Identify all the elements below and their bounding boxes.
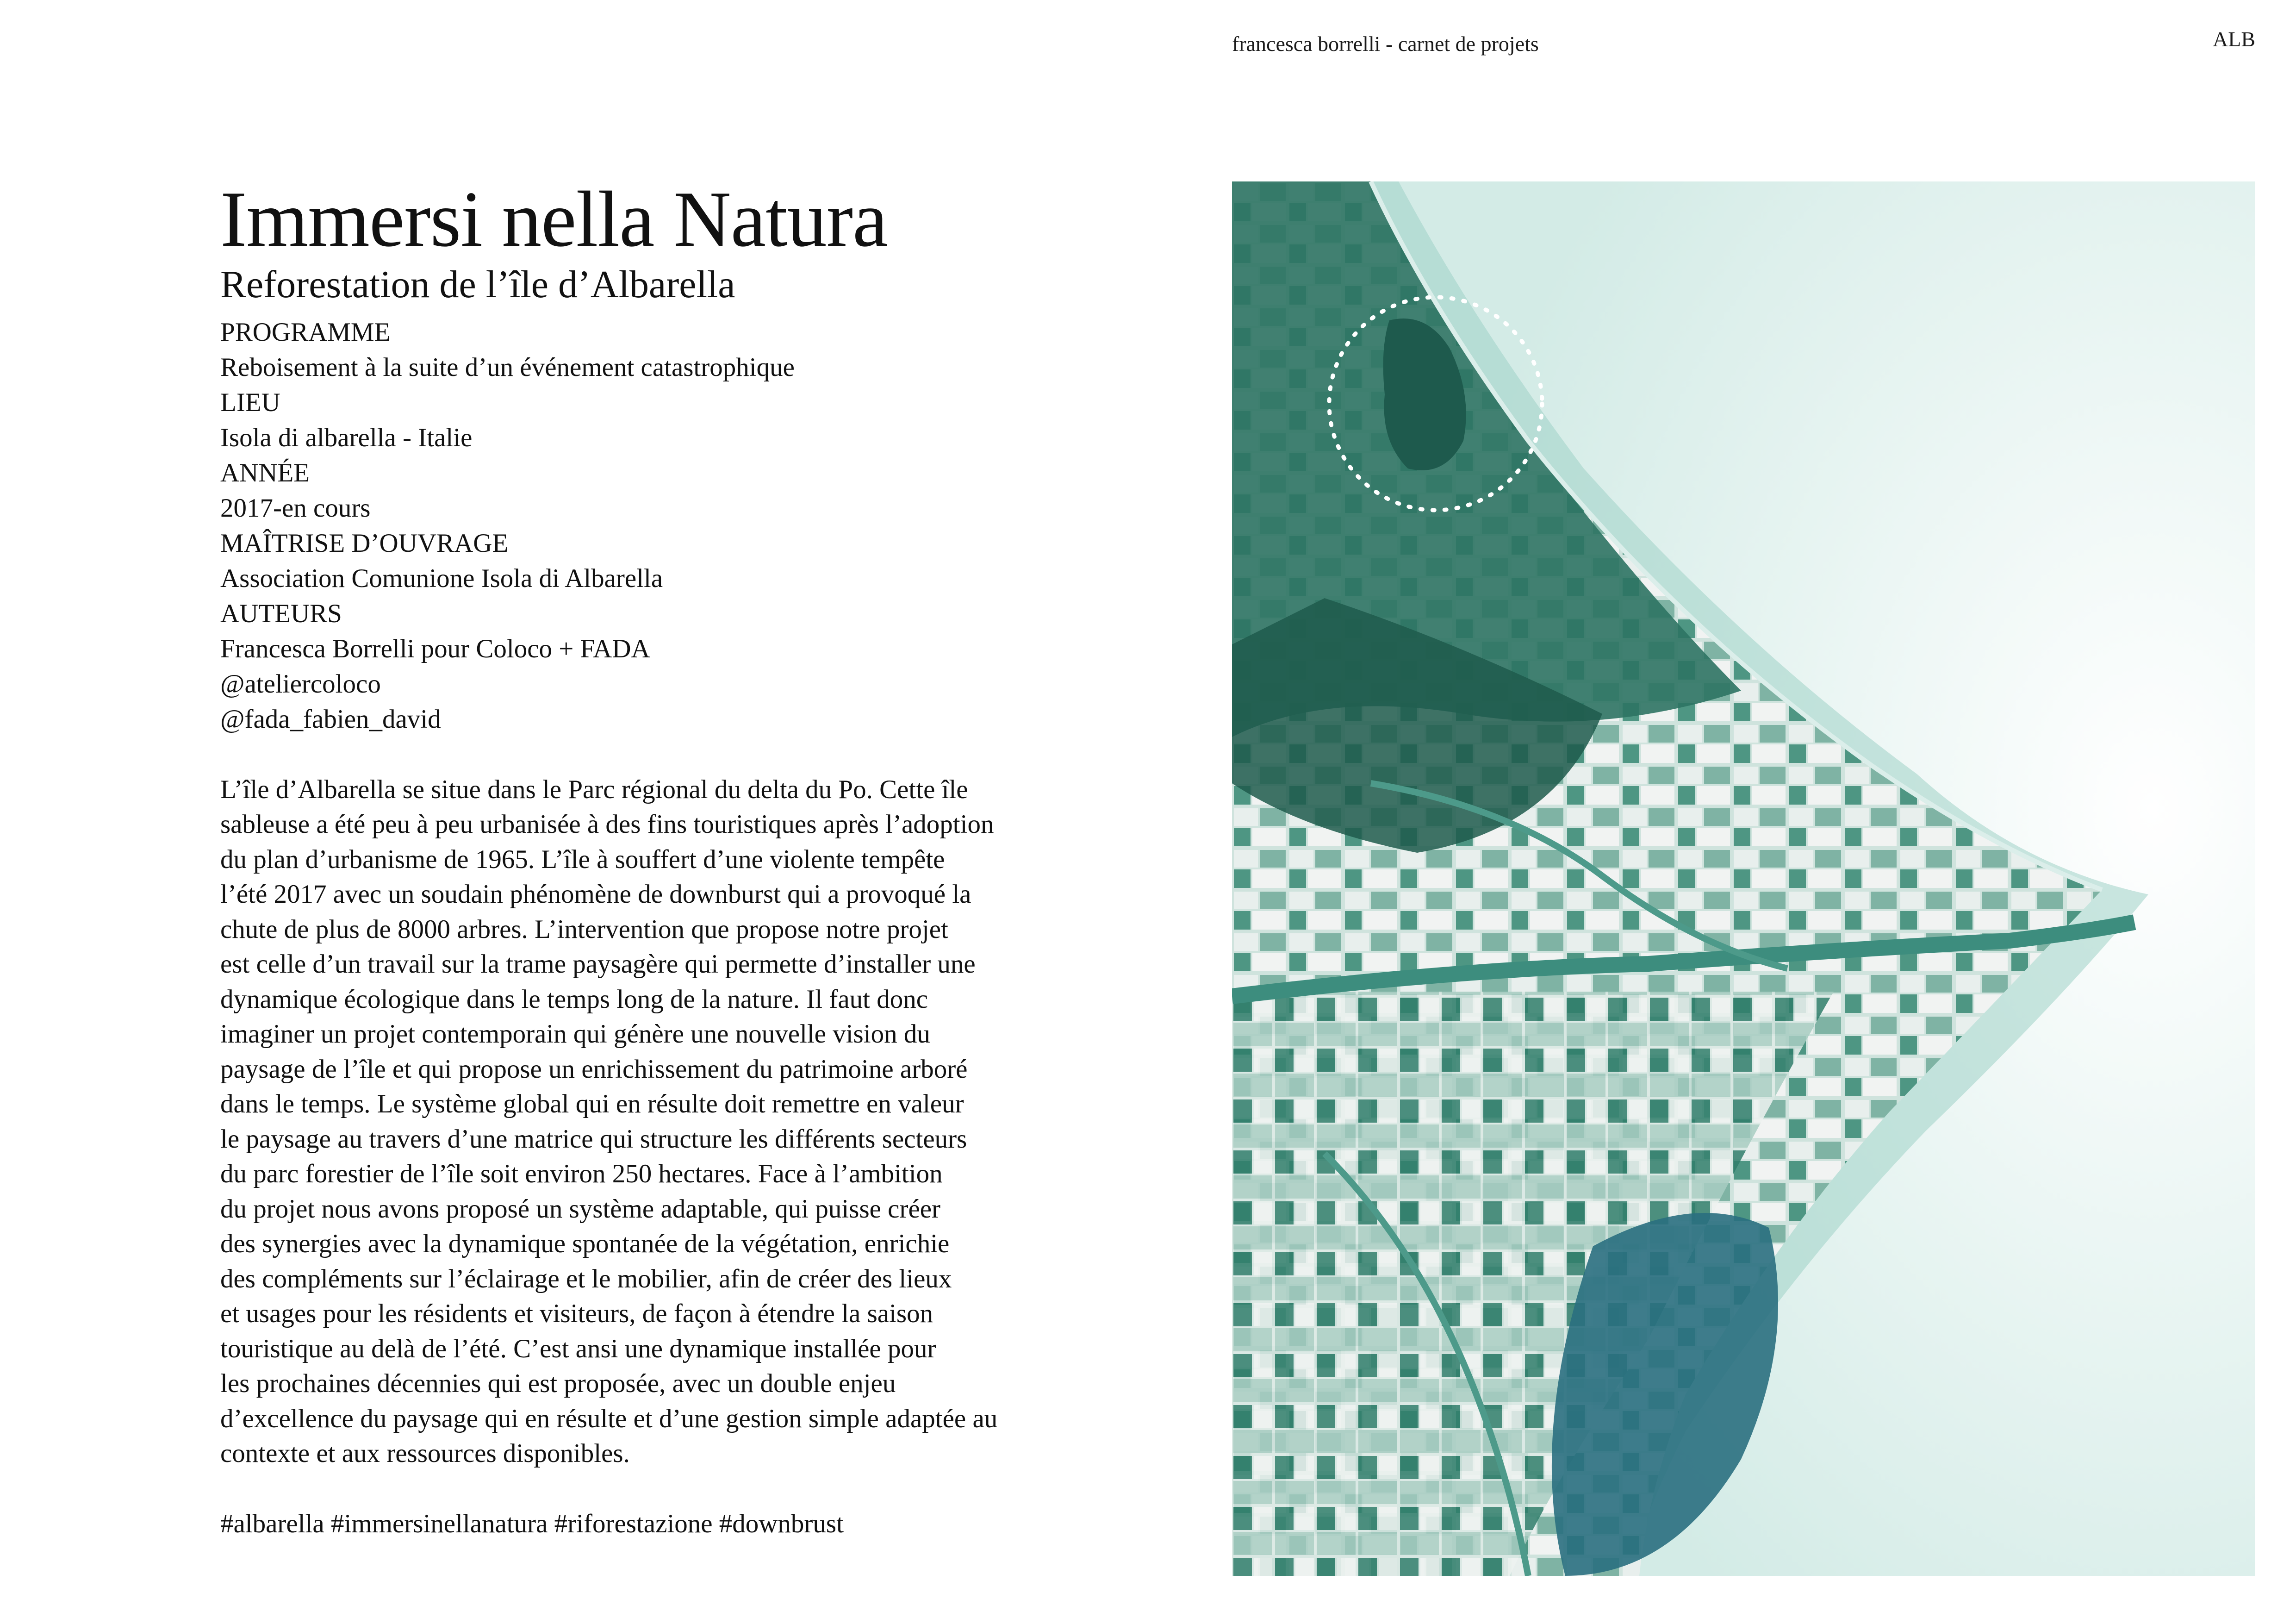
desc-line: le paysage au travers d’une matrice qui structure les différents secteurs [220,1124,967,1154]
info-value-annee: 2017-en cours [220,493,371,523]
info-label-annee: ANNÉE [220,458,310,487]
desc-line: touristique au delà de l’été. C’est ansi une dynamique installée pour [220,1334,936,1363]
desc-line: des synergies avec la dynamique spontanée de la végétation, enrichie [220,1229,950,1259]
info-value-maitrise: Association Comunione Isola di Albarella [220,563,663,593]
desc-line: les prochaines décennies qui est proposée, avec un double enjeu [220,1369,896,1399]
desc-line: du projet nous avons proposé un système adaptable, qui puisse créer [220,1194,941,1224]
desc-line: dans le temps. Le système global qui en résulte doit remettre en valeur [220,1089,964,1119]
desc-line: des compléments sur l’éclairage et le mobilier, afin de créer des lieux [220,1264,952,1293]
desc-line: du parc forestier de l’île soit environ 250 hectares. Face à l’ambition [220,1159,943,1189]
satellite-map-svg [1232,181,2255,1576]
info-label-auteurs: AUTEURS [220,599,342,628]
desc-line: paysage de l’île et qui propose un enrichissement du patrimoine arboré [220,1054,968,1084]
info-label-maitrise: MAÎTRISE D’OUVRAGE [220,528,509,558]
info-handle-coloco: @ateliercoloco [220,669,381,699]
desc-line: imaginer un projet contemporain qui génère une nouvelle vision du [220,1019,930,1049]
info-value-auteurs: Francesca Borrelli pour Coloco + FADA [220,634,650,663]
desc-line: d’excellence du paysage qui en résulte et d’une gestion simple adaptée au [220,1404,998,1433]
desc-line: est celle d’un travail sur la trame paysagère qui permette d’installer une [220,949,976,979]
desc-line: l’été 2017 avec un soudain phénomène de downburst qui a provoqué la [220,880,971,909]
project-subtitle: Reforestation de l’île d’Albarella [220,263,735,306]
desc-line: chute de plus de 8000 arbres. L’intervention que propose notre projet [220,914,948,944]
desc-line: sableuse a été peu à peu urbanisée à des fins touristiques après l’adoption [220,810,994,839]
info-handle-fada: @fada_fabien_david [220,704,441,734]
page-code: ALB [2213,27,2255,51]
desc-line: contexte et aux ressources disponibles. [220,1439,630,1468]
project-info [220,315,1155,737]
desc-line: L’île d’Albarella se situe dans le Parc régional du delta du Po. Cette île [220,775,968,804]
info-label-lieu: LIEU [220,387,280,417]
satellite-map-image [1232,181,2255,1576]
info-label-programme: PROGRAMME [220,317,391,347]
project-description [220,772,1155,1471]
project-title: Immersi nella Natura [220,175,888,263]
info-value-lieu: Isola di albarella - Italie [220,423,473,452]
info-value-programme: Reboisement à la suite d’un événement catastrophique [220,352,795,382]
desc-line: dynamique écologique dans le temps long de la nature. Il faut donc [220,984,928,1014]
project-text-column [220,176,1155,1542]
project-hashtags: #albarella #immersinellanatura #riforestazione #downbrust [220,1509,844,1538]
page-header-title: francesca borrelli - carnet de projets [1232,32,1539,56]
desc-line: du plan d’urbanisme de 1965. L’île à souffert d’une violente tempête [220,844,945,874]
desc-line: et usages pour les résidents et visiteurs, de façon à étendre la saison [220,1299,933,1329]
